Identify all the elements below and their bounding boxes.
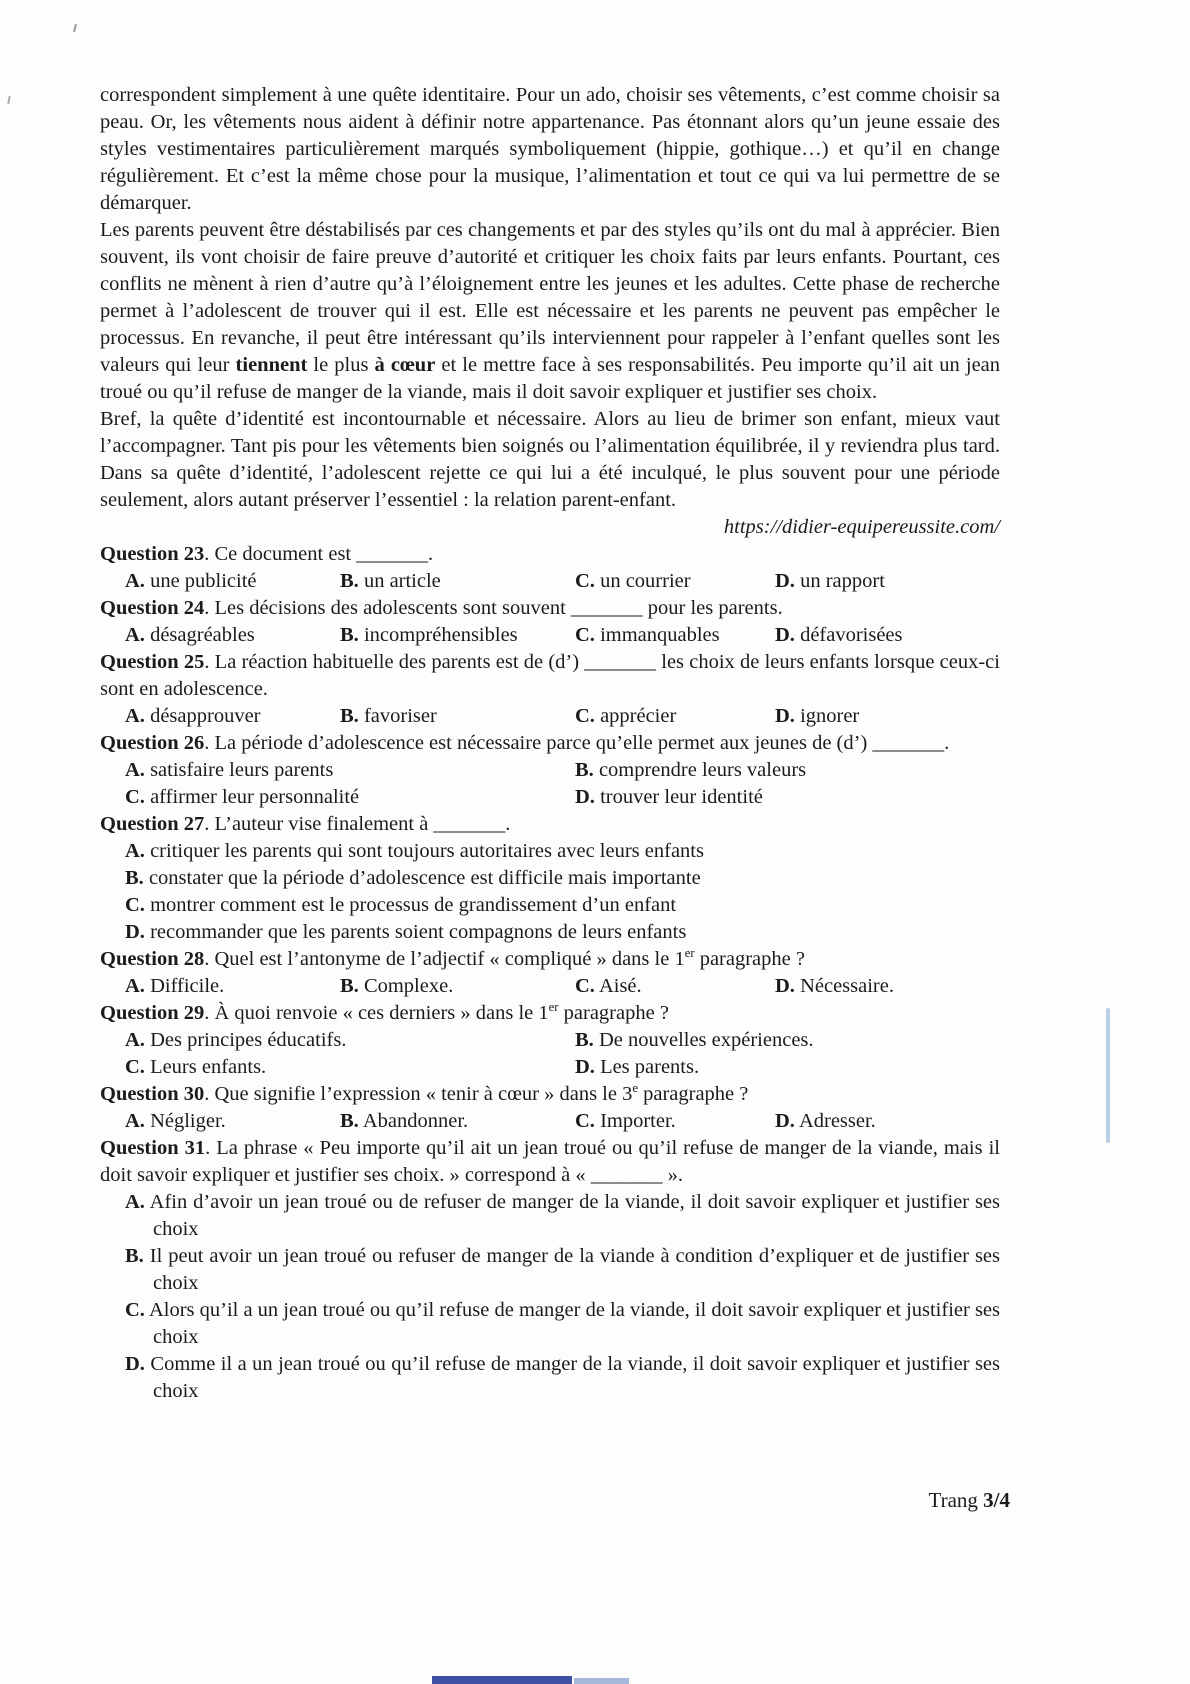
option-a (125, 973, 340, 1000)
question-31 (100, 1135, 1000, 1405)
option-text: désagréables (150, 624, 255, 646)
option-text: Abandonner. (362, 1110, 469, 1132)
question-23 (100, 541, 1000, 595)
ordinal-superscript: er (684, 946, 695, 961)
question-label: Question 29 (100, 1002, 205, 1024)
question-28 (100, 946, 1000, 1000)
question-label: Question 23 (100, 543, 205, 565)
passage-paragraph-1: correspondent simplement à une quête identitaire. Pour un ado, choisir ses vêtements, c’est comme choisir sa peau. Or, les vêtements nous aident à définir notre appartenance. Pas étonnant alors qu’un jeune essaie des styles vestimentaires particulièrement marqués symboliquement (hippie, gothique…) et qu’il en change régulièrement. Et c’est la même chose pour la musique, l’alimentation et tout ce qui va lui permettre de se démarquer. (100, 84, 1000, 214)
question-text (100, 1081, 1000, 1108)
option-letter: A. (125, 840, 145, 862)
option-letter: C. (575, 975, 595, 997)
option-text: défavorisées (800, 624, 903, 646)
option-letter: C. (125, 894, 145, 916)
option-letter: B. (575, 1029, 594, 1051)
passage-bold-tiennent: tiennent (235, 354, 308, 376)
option-text: comprendre leurs valeurs (598, 759, 807, 781)
question-29 (100, 1000, 1000, 1081)
option-letter: D. (575, 786, 595, 808)
scan-artifact-line (1106, 1008, 1110, 1143)
option-text: un courrier (600, 570, 691, 592)
question-26 (100, 730, 1000, 811)
option-a (125, 1108, 340, 1135)
option-text: apprécier (600, 705, 677, 727)
question-stem: . Ce document est _______. (204, 543, 434, 565)
option-text: critiquer les parents qui sont toujours autoritaires avec leurs enfants (150, 840, 704, 862)
question-stem: . La période d’adolescence est nécessaire parce qu’elle permet aux jeunes de (d’) _______. (204, 732, 950, 754)
options-row (100, 622, 1000, 649)
option-text: Nécessaire. (800, 975, 894, 997)
option-text: une publicité (150, 570, 257, 592)
question-text (100, 730, 1000, 757)
option-a (125, 568, 340, 595)
question-text (100, 1000, 1000, 1027)
option-c (125, 1054, 575, 1081)
option-letter: B. (340, 570, 359, 592)
option-c (125, 1297, 1000, 1351)
option-text: recommander que les parents soient compagnons de leurs enfants (150, 921, 687, 943)
option-c (575, 1108, 775, 1135)
option-text: Leurs enfants. (150, 1056, 267, 1078)
question-text (100, 595, 1000, 622)
question-label: Question 25 (100, 651, 205, 673)
option-c (125, 892, 1000, 919)
option-letter: A. (125, 975, 145, 997)
option-text: Afin d’avoir un jean troué ou de refuser de manger de la viande, il doit savoir expliquer et justifier ses choix (149, 1191, 1001, 1240)
options-row (100, 568, 1000, 595)
question-label: Question 31 (100, 1137, 206, 1159)
option-letter: A. (125, 624, 145, 646)
option-c (575, 568, 775, 595)
option-letter: A. (125, 1110, 145, 1132)
questions-section (100, 541, 1000, 1405)
option-d (125, 919, 1000, 946)
question-stem: . À quoi renvoie « ces derniers » dans le 1 (204, 1002, 549, 1024)
passage-paragraph-3: Bref, la quête d’identité est incontournable et nécessaire. Alors au lieu de brimer son enfant, mieux vaut l’accompagner. Tant pis pour les vêtements bien soignés ou l’alimentation équilibrée, il y reviendra plus tard. Dans sa quête d’identité, l’adolescent rejette ce qui lui a été inculqué, le plus souvent pour une période seulement, alors autant préserver l’essentiel : la relation parent-enfant. (100, 408, 1000, 511)
option-letter: C. (575, 705, 595, 727)
option-letter: A. (125, 1191, 145, 1213)
option-letter: D. (775, 570, 795, 592)
options-row (100, 703, 1000, 730)
option-a (125, 1027, 575, 1054)
page-number: 3/4 (983, 1488, 1010, 1512)
options-grid (100, 757, 1000, 811)
option-letter: B. (125, 1245, 144, 1267)
option-letter: D. (775, 1110, 795, 1132)
question-text (100, 1135, 1000, 1189)
question-text (100, 649, 1000, 703)
option-text: un article (363, 570, 441, 592)
question-label: Question 24 (100, 597, 205, 619)
option-b (575, 1027, 1000, 1054)
scan-artifact-bar (432, 1676, 572, 1684)
option-b (340, 703, 575, 730)
option-b (340, 568, 575, 595)
option-a (125, 1189, 1000, 1243)
question-label: Question 27 (100, 813, 205, 835)
option-text: Adresser. (798, 1110, 876, 1132)
ordinal-superscript: er (548, 1000, 559, 1015)
option-d (775, 568, 1000, 595)
option-text: Négliger. (150, 1110, 226, 1132)
option-letter: D. (775, 705, 795, 727)
option-text: Complexe. (363, 975, 454, 997)
question-stem: . Les décisions des adolescents sont souvent _______ pour les parents. (204, 597, 783, 619)
option-text: Il peut avoir un jean troué ou refuser de manger de la viande à condition d’expliquer et de justifier ses choix (149, 1245, 1001, 1294)
question-27 (100, 811, 1000, 946)
scan-artifact-mark (73, 24, 77, 32)
option-letter: A. (125, 1029, 145, 1051)
options-grid (100, 1027, 1000, 1081)
option-letter: C. (575, 624, 595, 646)
option-letter: A. (125, 570, 145, 592)
option-text: immanquables (600, 624, 720, 646)
reading-passage (100, 82, 1000, 541)
option-text: De nouvelles expériences. (598, 1029, 814, 1051)
ordinal-superscript: e (632, 1081, 638, 1096)
question-25 (100, 649, 1000, 730)
option-d (575, 784, 1000, 811)
option-letter: D. (775, 624, 795, 646)
option-letter: A. (125, 759, 145, 781)
passage-text: et le mettre face à ses responsabilités. Peu importe qu’il ait un jean troué ou qu’il refuse de manger de la viande, mais il doit savoir expliquer et justifier ses choix. (100, 354, 1001, 403)
question-30 (100, 1081, 1000, 1135)
option-d (575, 1054, 1000, 1081)
option-b (125, 865, 1000, 892)
option-text: favoriser (363, 705, 437, 727)
option-c (125, 784, 575, 811)
option-a (125, 703, 340, 730)
option-c (575, 973, 775, 1000)
option-d (775, 1108, 1000, 1135)
option-text: un rapport (800, 570, 885, 592)
question-text (100, 541, 1000, 568)
option-text: Difficile. (150, 975, 225, 997)
option-text: incompréhensibles (363, 624, 518, 646)
question-text (100, 946, 1000, 973)
question-stem: paragraphe ? (637, 1083, 749, 1105)
option-d (775, 703, 1000, 730)
question-stem: . L’auteur vise finalement à _______. (204, 813, 511, 835)
option-text: ignorer (800, 705, 860, 727)
option-letter: C. (575, 570, 595, 592)
question-label: Question 30 (100, 1083, 205, 1105)
option-c (575, 622, 775, 649)
options-row (100, 1108, 1000, 1135)
question-stem: . Quel est l’antonyme de l’adjectif « compliqué » dans le 1 (204, 948, 685, 970)
option-letter: D. (775, 975, 795, 997)
footer-label: Trang (928, 1488, 984, 1512)
option-a (125, 757, 575, 784)
option-b (340, 1108, 575, 1135)
option-b (340, 622, 575, 649)
question-label: Question 26 (100, 732, 205, 754)
option-letter: B. (340, 975, 359, 997)
option-letter: A. (125, 705, 145, 727)
option-text: montrer comment est le processus de grandissement d’un enfant (150, 894, 677, 916)
option-letter: B. (575, 759, 594, 781)
option-a (125, 838, 1000, 865)
question-stem: paragraphe ? (694, 948, 805, 970)
question-stem: . Que signifie l’expression « tenir à cœur » dans le 3 (204, 1083, 633, 1105)
option-d (125, 1351, 1000, 1405)
question-label: Question 28 (100, 948, 205, 970)
question-text (100, 811, 1000, 838)
option-letter: B. (125, 867, 144, 889)
option-b (125, 1243, 1000, 1297)
option-text: affirmer leur personnalité (150, 786, 360, 808)
option-letter: C. (125, 1299, 145, 1321)
option-text: satisfaire leurs parents (150, 759, 334, 781)
option-c (575, 703, 775, 730)
option-text: Les parents. (600, 1056, 700, 1078)
option-letter: C. (125, 786, 145, 808)
options-row (100, 973, 1000, 1000)
question-24 (100, 595, 1000, 649)
option-text: Alors qu’il a un jean troué ou qu’il refuse de manger de la viande, il doit savoir expliquer et justifier ses choix (148, 1299, 1001, 1348)
option-letter: D. (125, 1353, 145, 1375)
page-footer (929, 1487, 1011, 1514)
scan-artifact-mark (7, 96, 10, 104)
passage-text: Les parents peuvent être déstabilisés par ces changements et par des styles qu’ils ont du mal à apprécier. Bien souvent, ils vont choisir de faire preuve d’autorité et critiquer les choix faits par leurs enfants. Pourtant, ces conflits ne mènent à rien d’autre qu’à l’éloignement entre les jeunes et les adultes. Cette phase de recherche permet à l’adolescent de trouver qui il est. Elle est nécessaire et les parents ne peuvent pas empêcher le processus. En revanche, il peut être intéressant qu’ils interviennent pour rappeler à l’enfant quelles sont les valeurs qui leur (100, 219, 1000, 376)
option-text: Des principes éducatifs. (150, 1029, 347, 1051)
options-list (100, 1189, 1000, 1405)
option-letter: C. (125, 1056, 145, 1078)
option-letter: B. (340, 1110, 359, 1132)
passage-text: le plus (307, 354, 375, 376)
option-text: trouver leur identité (600, 786, 763, 808)
option-text: Aisé. (598, 975, 642, 997)
question-stem: . La phrase « Peu importe qu’il ait un jean troué ou qu’il refuse de manger de la viande, mais il doit savoir expliquer et justifier ses choix. » correspond à « _______ ». (100, 1137, 1000, 1186)
options-list (100, 838, 1000, 946)
option-text: désapprouver (150, 705, 261, 727)
question-stem: paragraphe ? (558, 1002, 669, 1024)
passage-paragraph-2 (100, 217, 1000, 406)
option-d (775, 622, 1000, 649)
option-d (775, 973, 1000, 1000)
option-text: constater que la période d’adolescence est difficile mais importante (148, 867, 701, 889)
source-link: https://didier-equipereussite.com/ (723, 516, 1000, 538)
option-text: Importer. (600, 1110, 676, 1132)
option-a (125, 622, 340, 649)
option-b (575, 757, 1000, 784)
option-letter: D. (125, 921, 145, 943)
passage-bold-a-coeur: à cœur (374, 354, 436, 376)
option-text: Comme il a un jean troué ou qu’il refuse de manger de la viande, il doit savoir expliquer et justifier ses choix (150, 1353, 1000, 1402)
scan-artifact-bar (574, 1678, 629, 1684)
option-letter: D. (575, 1056, 595, 1078)
option-letter: B. (340, 624, 359, 646)
option-letter: C. (575, 1110, 595, 1132)
option-b (340, 973, 575, 1000)
option-letter: B. (340, 705, 359, 727)
question-stem: . La réaction habituelle des parents est de (d’) _______ les choix de leurs enfants lorsque ceux-ci sont en adolescence. (100, 651, 1000, 700)
